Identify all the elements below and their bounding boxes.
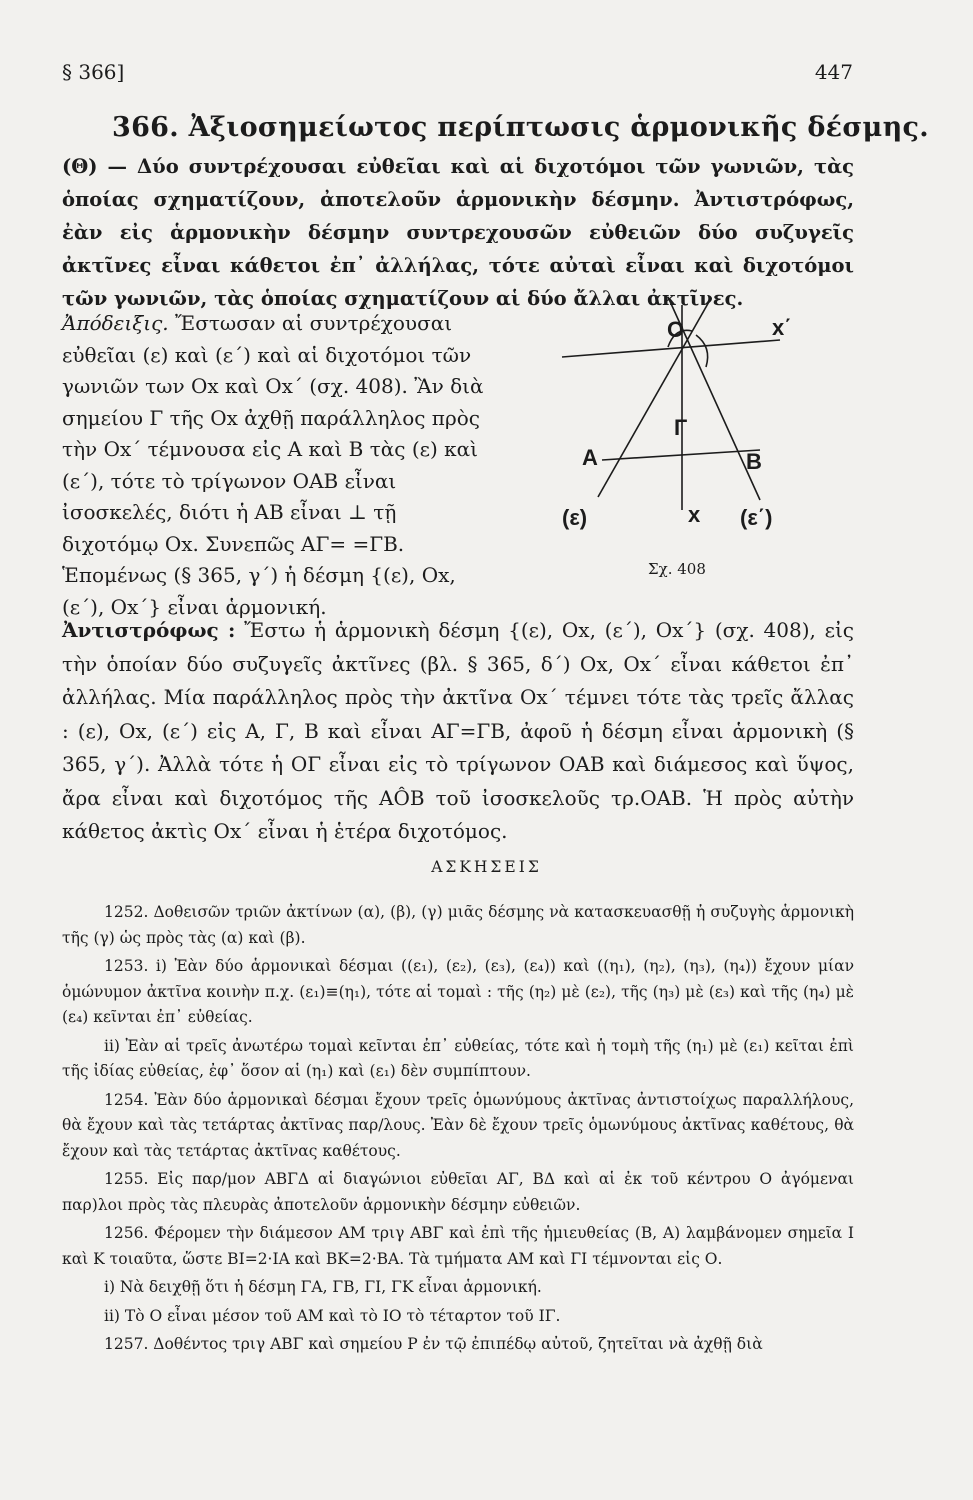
figure-caption: Σχ. 408 (648, 560, 706, 578)
exercise-item: 1255. Εἰς παρ/μον ΑΒΓΔ αἱ διαγώνιοι εὐθεῖαι ΑΓ, ΒΔ καὶ αἱ ἐκ τοῦ κέντρου Ο ἀγόμεναι παρ)λοι πρὸς τὰς πλευρὰς ἀποτελοῦν ἁρμονικὴν δέσμην εὐθειῶν. (62, 1170, 854, 1214)
line-e (598, 300, 710, 497)
exercise-item: i) Νὰ δειχθῇ ὅτι ἡ δέσμη ΓΑ, ΓΒ, ΓΙ, ΓΚ εἶναι ἁρμονική. (104, 1278, 542, 1296)
proof-text: Ἔστωσαν αἱ συντρέχουσαι εὐθεῖαι (ε) καὶ (ε΄) καὶ αἱ διχοτόμοι τῶν γωνιῶν των Ox καὶ Ox΄ (σχ. 408). Ἂν διὰ σημείου Γ τῆς Ox ἀχθῇ παράλληλος πρὸς τὴν Ox΄ τέμνουσα εἰς A καὶ B τὰς (ε) καὶ (ε΄), τότε τὸ τρίγωνον OAB εἶναι ἰσοσκελές, διότι ἡ AB εἶναι ⊥ τῇ διχοτόμῳ Ox. Συνεπῶς AΓ= =ΓB. Ἑπομένως (§ 365, γ΄) ἡ δέσμη {(ε), Ox, (ε΄), Ox΄} εἶναι ἁρμονική. (62, 311, 484, 619)
line-ox-prime (562, 340, 780, 357)
label-g: Γ (674, 415, 688, 440)
segment-ab (602, 450, 760, 460)
section-title: 366. Ἀξιοσημείωτος περίπτωσις ἁρμονικῆς δέσμης. (112, 112, 929, 143)
page-number: 447 (814, 60, 853, 84)
proof-block (62, 308, 488, 623)
exercise-item: ii) Ἐὰν αἱ τρεῖς ἀνωτέρω τομαὶ κεῖνται ἐπ᾿ εὐθείας, τότε καὶ ἡ τομὴ τῆς (η₁) μὲ (ε₁) κεῖται ἐπὶ τῆς ἰδίας εὐθείας, ἐφ᾿ ὅσον αἱ (η₁) καὶ (ε₁) δὲν συμπίπτουν. (62, 1036, 854, 1080)
converse-label: Ἀντιστρόφως : (62, 618, 236, 642)
exercises-title: ΑΣΚΗΣΕΙΣ (431, 858, 542, 876)
exercise-item: 1257. Δοθέντος τριγ ΑΒΓ καὶ σημείου Ρ ἐν τῷ ἐπιπέδῳ αὐτοῦ, ζητεῖται νὰ ἀχθῇ διὰ (104, 1335, 763, 1353)
label-a: A (582, 445, 598, 470)
theorem-statement: (Θ) — Δύο συντρέχουσαι εὐθεῖαι καὶ αἱ διχοτόμοι τῶν γωνιῶν, τὰς ὁποίας σχηματίζουν, ἀποτελοῦν ἁρμονικὴν δέσμην. Ἀντιστρόφως, ἐὰν εἰς ἁρμονικὴν δέσμην συντρεχουσῶν εὐθειῶν δύο συζυγεῖς ἀκτῖνες εἶναι κάθετοι ἐπ᾿ ἀλλήλας, τότε αὐταὶ εἶναι καὶ διχοτόμοι τῶν γωνιῶν, τὰς ὁποίας σχηματίζουν αἱ δύο ἄλλαι ἀκτῖνες. (62, 155, 854, 310)
label-e-prime: (ε΄) (740, 505, 773, 530)
section-reference: § 366] (62, 60, 125, 84)
converse-block (62, 614, 854, 849)
exercise-item: 1254. Ἐὰν δύο ἁρμονικαὶ δέσμαι ἔχουν τρεῖς ὁμωνύμους ἀκτῖνας ἀντιστοίχως παραλλήλους, θὰ ἔχουν καὶ τὰς τετάρτας ἀκτῖνας παρ/λους. Ἐὰν δὲ ἔχουν τρεῖς ὁμωνύμους ἀκτῖνας καθέτους, θὰ ἔχουν καὶ τὰς τετάρτας ἀκτῖνας καθέτους. (62, 1090, 854, 1160)
exercise-item: ii) Τὸ Ο εἶναι μέσον τοῦ ΑΜ καὶ τὸ ΙΟ τὸ τέταρτον τοῦ ΙΓ. (104, 1306, 561, 1325)
label-x-prime: x΄ (772, 315, 792, 340)
label-x: x (688, 502, 701, 527)
exercise-item: 1253. i) Ἐὰν δύο ἁρμονικαὶ δέσμαι ((ε₁), (ε₂), (ε₃), (ε₄)) καὶ ((η₁), (η₂), (η₃), (η₄)) ἔχουν μίαν ὁμώνυμον ἀκτῖνα κοινὴν π.χ. (ε₁)≡(η₁), τότε αἱ τομαὶ : τῆς (η₂) μὲ (ε₂), τῆς (η₃) μὲ (ε₃) καὶ τῆς (η₄) μὲ (ε₄) κεῖνται ἐπ᾿ εὐθείας. (62, 957, 854, 1026)
exercises-list (62, 900, 854, 1361)
label-o: O (667, 317, 685, 342)
exercise-item: 1256. Φέρομεν τὴν διάμεσον ΑΜ τριγ ΑΒΓ καὶ ἐπὶ τῆς ἡμιευθείας (Β, Α) λαμβάνομεν σημεῖα Ι καὶ Κ τοιαῦτα, ὥστε ΒΙ=2·ΙΑ καὶ ΒΚ=2·ΒΑ. Τὰ τμήματα ΑΜ καὶ ΓΙ τέμνονται εἰς Ο. (62, 1224, 854, 1268)
proof-label: Ἀπόδειξις. (62, 311, 169, 335)
converse-text: Ἔστω ἡ ἁρμονικὴ δέσμη {(ε), Ox, (ε΄), Ox΄} (σχ. 408), εἰς τὴν ὁποίαν δύο συζυγεῖς ἀκτῖνες (βλ. § 365, δ΄) Ox, Ox΄ εἶναι κάθετοι ἐπ᾿ ἀλλήλας. Μία παράλληλος πρὸς τὴν ἀκτῖνα Ox΄ τέμνει τότε τὰς τρεῖς ἄλλας : (ε), Ox, (ε΄) εἰς A, Γ, B καὶ εἶναι AΓ=ΓB, ἀφοῦ ἡ δέσμη εἶναι ἁρμονικὴ (§ 365, γ΄). Ἀλλὰ τότε ἡ OΓ εἶναι εἰς τὸ τρίγωνον OAB καὶ διάμεσος καὶ ὕψος, ἄρα εἶναι καὶ διχοτόμος τῆς AÔB τοῦ ἰσοσκελοῦς τρ.OAB. Ἡ πρὸς αὐτὴν κάθετος ἀκτὶς Ox΄ εἶναι ἡ ἑτέρα διχοτόμος. (62, 618, 855, 843)
figure-408 (540, 285, 800, 555)
label-e: (ε) (562, 505, 588, 530)
label-b: B (746, 449, 762, 474)
exercise-item: 1252. Δοθεισῶν τριῶν ἀκτίνων (α), (β), (γ) μιᾶς δέσμης νὰ κατασκευασθῇ ἡ συζυγὴς ἁρμονικὴ τῆς (γ) ὡς πρὸς τὰς (α) καὶ (β). (62, 903, 854, 947)
